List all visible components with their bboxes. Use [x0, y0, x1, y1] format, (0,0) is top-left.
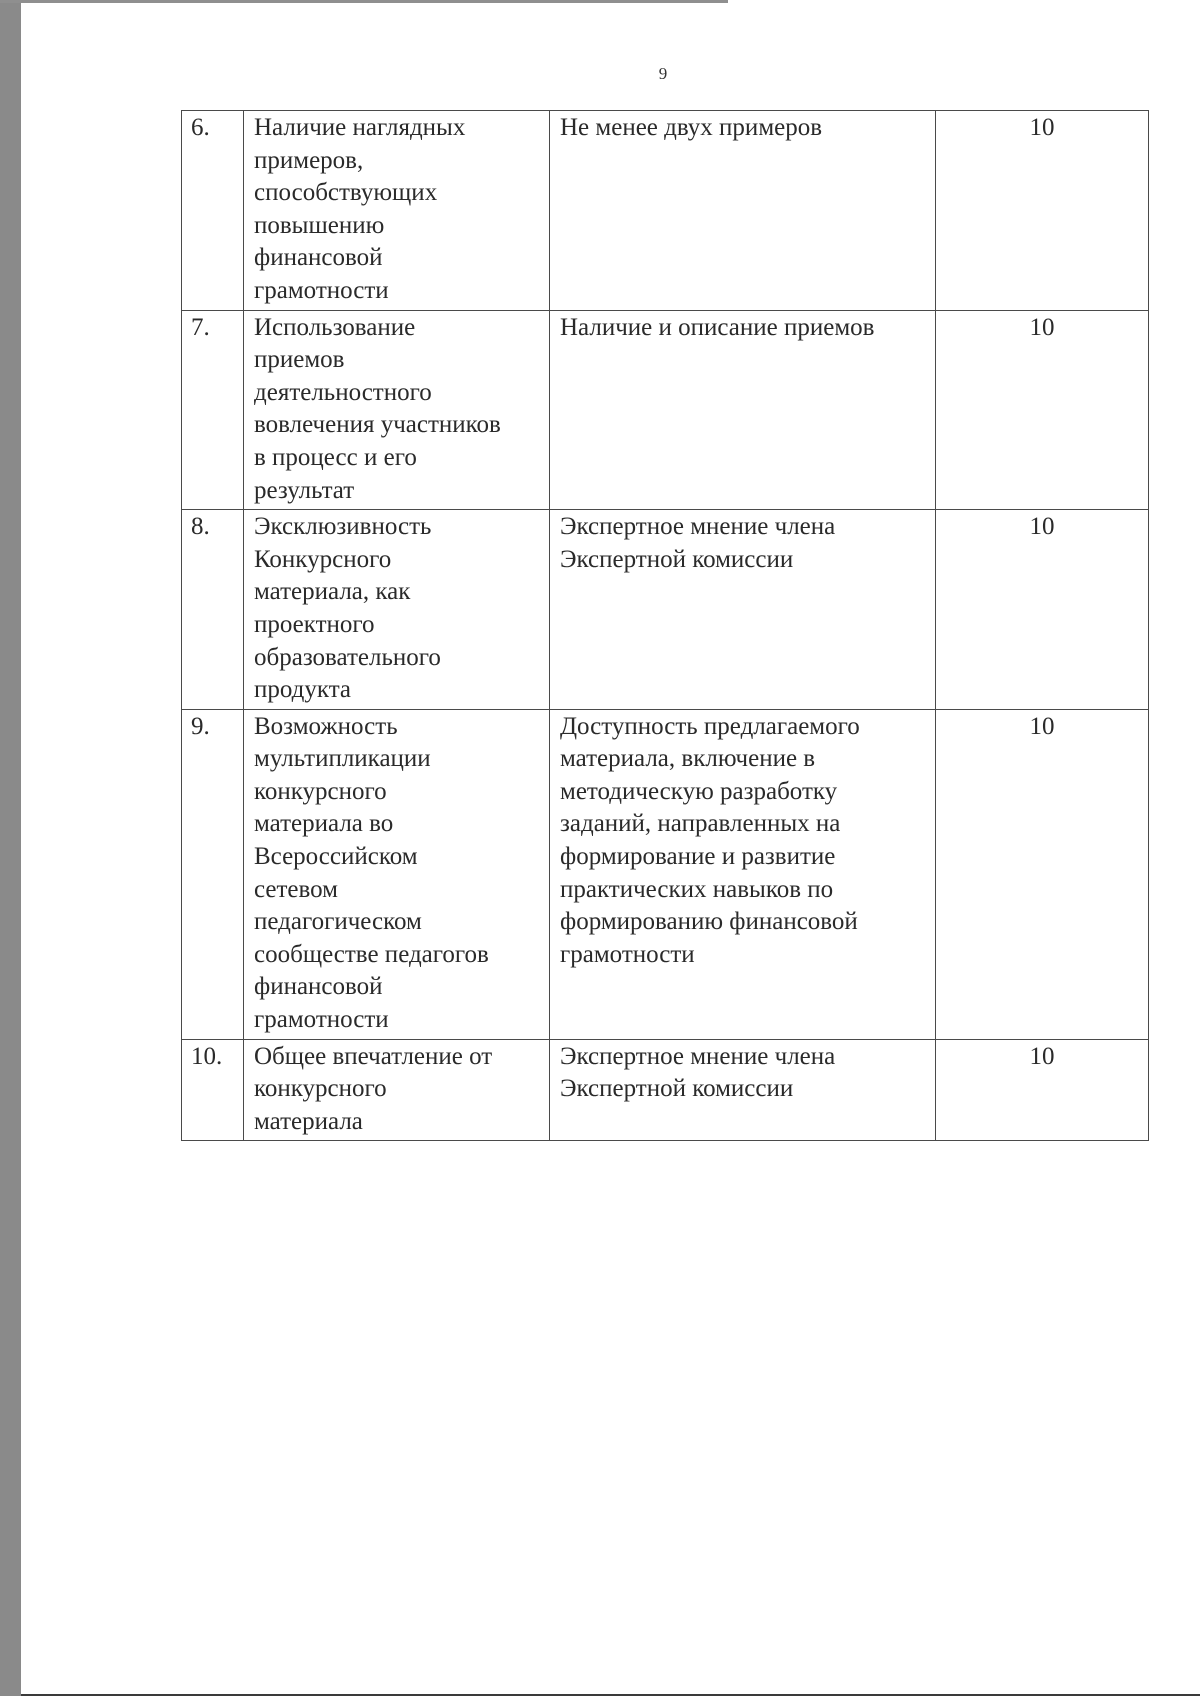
- table-row: [182, 510, 1149, 710]
- page-number: 9: [658, 64, 668, 83]
- criterion-name: Эксклюзивность Конкурсного материала, как проектного образовательного продукта: [244, 510, 550, 710]
- table-row: [182, 1039, 1149, 1141]
- scan-top-border: [0, 0, 728, 3]
- table-row: [182, 709, 1149, 1039]
- max-score: 10: [936, 310, 1149, 510]
- criterion-name: Возможность мультипликации конкурсного материала во Всероссийском сетевом педагогическом сообществе педагогов финансовой грамотности: [244, 709, 550, 1039]
- criterion-name: Использование приемов деятельностного вовлечения участников в процесс и его результат: [244, 310, 550, 510]
- criterion-indicator: Не менее двух примеров: [550, 111, 936, 311]
- row-number: 8.: [182, 510, 244, 710]
- max-score: 10: [936, 709, 1149, 1039]
- scan-left-border: [0, 0, 21, 1696]
- criterion-indicator: Экспертное мнение члена Экспертной комиссии: [550, 510, 936, 710]
- row-number: 6.: [182, 111, 244, 311]
- row-number: 9.: [182, 709, 244, 1039]
- max-score: 10: [936, 510, 1149, 710]
- max-score: 10: [936, 1039, 1149, 1141]
- criteria-table: [181, 110, 1149, 1141]
- table-row: [182, 310, 1149, 510]
- criterion-indicator: Наличие и описание приемов: [550, 310, 936, 510]
- criterion-indicator: Экспертное мнение члена Экспертной комиссии: [550, 1039, 936, 1141]
- row-number: 10.: [182, 1039, 244, 1141]
- criterion-indicator: Доступность предлагаемого материала, включение в методическую разработку заданий, направленных на формирование и развитие практических навыков по формированию финансовой грамотности: [550, 709, 936, 1039]
- criterion-name: Общее впечатление от конкурсного материала: [244, 1039, 550, 1141]
- max-score: 10: [936, 111, 1149, 311]
- criterion-name: Наличие наглядных примеров, способствующих повышению финансовой грамотности: [244, 111, 550, 311]
- row-number: 7.: [182, 310, 244, 510]
- table-row: [182, 111, 1149, 311]
